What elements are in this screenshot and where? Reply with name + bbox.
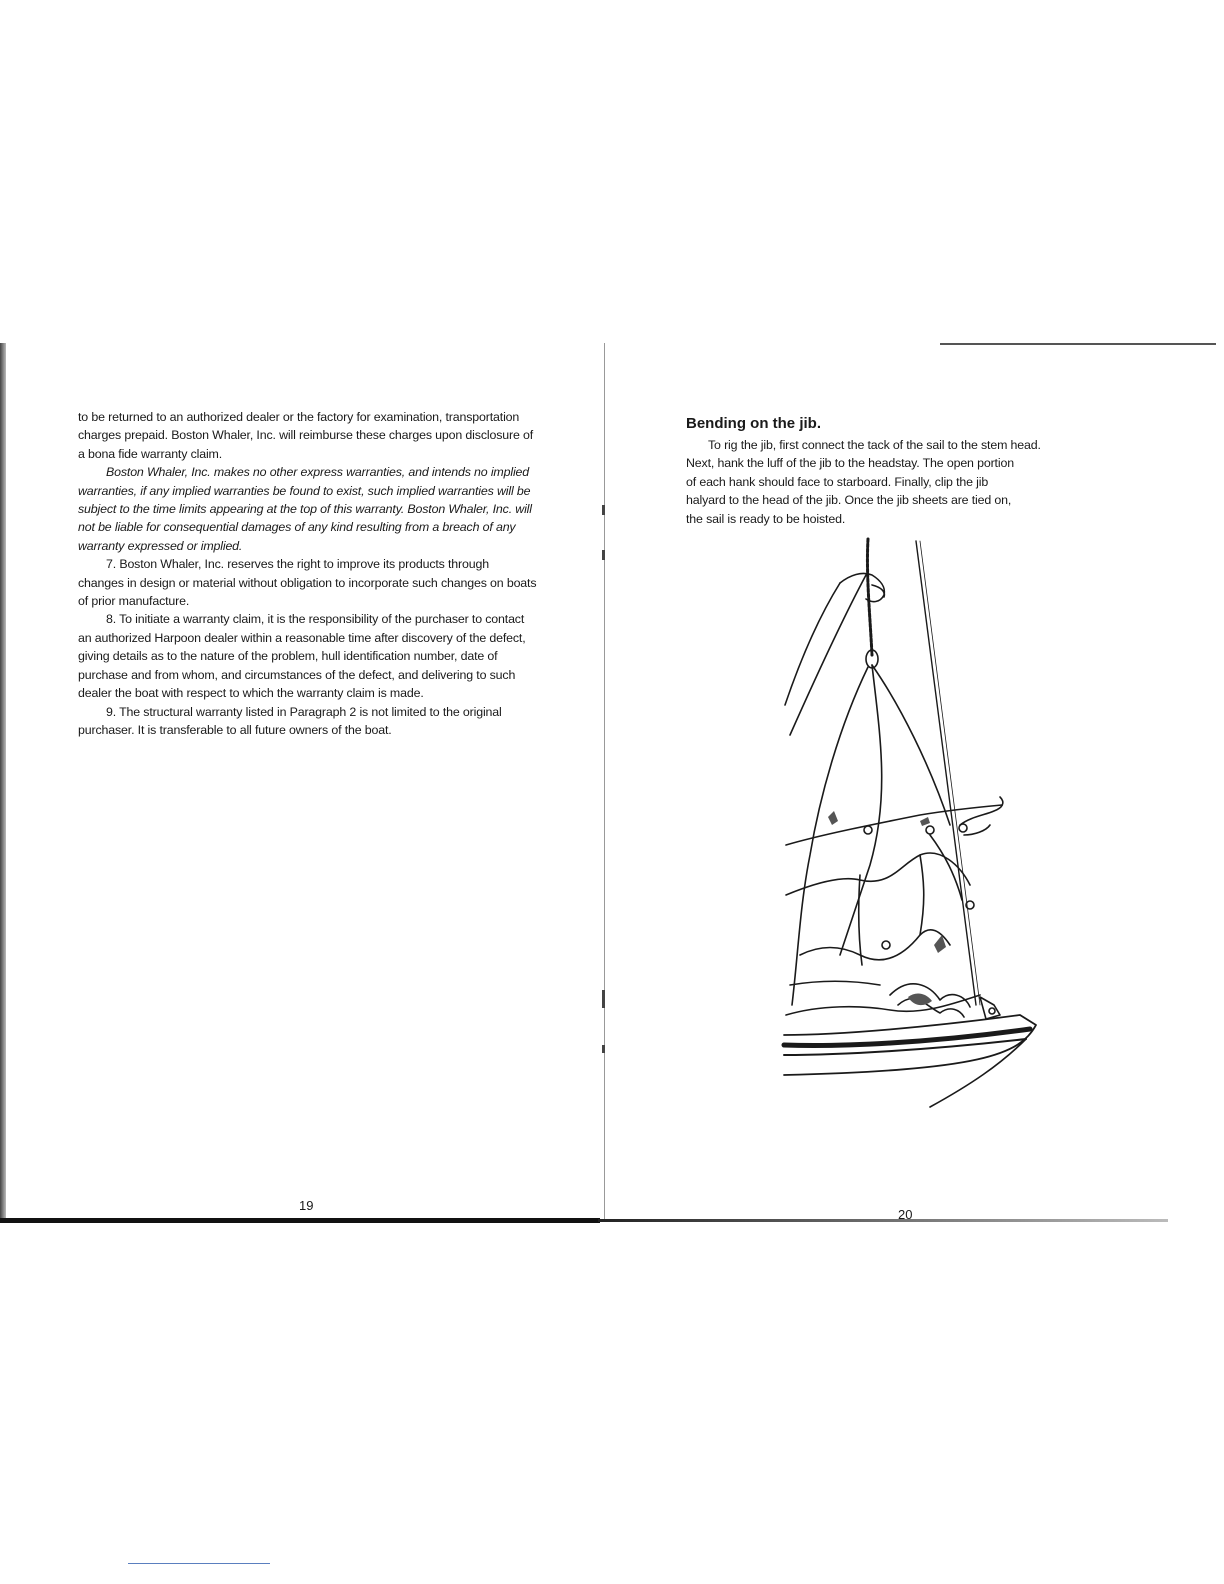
body-line: halyard to the head of the jib. Once the jib sheets are tied on, <box>686 493 1012 508</box>
body-line: the sail is ready to be hoisted. <box>686 511 846 526</box>
page-bottom-edge <box>598 1219 1168 1222</box>
gutter-mark <box>602 990 605 1008</box>
page-number-right: 20 <box>898 1207 913 1222</box>
paragraph-8: 8. To initiate a warranty claim, it is the responsibility of the purchaser to contact an authorized Harpoon dealer within a reasonable time after discovery of the defect, giving details as to the nature of the problem, hull identification number, date of purchase and from whom, and circumstances of the defect, and delivering to such dealer the boat with respect to which the warranty claim is made. <box>78 612 526 701</box>
body-line: To rig the jib, first connect the tack of the sail to the stem head. <box>708 438 1041 452</box>
page-gutter <box>604 343 605 1221</box>
page-edge-shadow <box>0 343 6 1223</box>
page-bottom-edge <box>0 1218 600 1223</box>
section-heading: Bending on the jib. <box>686 415 821 432</box>
jib-rigging-illustration <box>780 535 1060 1120</box>
paragraph-disclaimer: Boston Whaler, Inc. makes no other express warranties, and intends no implied warranties, if any implied warranties be found to exist, such implied warranties will be subject to the time limits appearing at the top of this warranty. Boston Whaler, Inc. will not be liable for consequential damages of any kind resulting from a breach of any warranty expressed or implied. <box>78 465 532 553</box>
paragraph: to be returned to an authorized dealer or the factory for examination, transportation charges prepaid. Boston Whaler, Inc. will reimburse these charges upon disclosure of a bona fide warranty claim. <box>78 410 534 461</box>
body-line: of each hank should face to starboard. Finally, clip the jib <box>686 474 989 489</box>
footnote-rule <box>128 1563 270 1564</box>
paragraph-7: 7. Boston Whaler, Inc. reserves the right to improve its products through changes in design or material without obligation to incorporate such changes on boats of prior manufacture. <box>78 557 537 609</box>
page-number-left: 19 <box>299 1198 314 1213</box>
gutter-mark <box>602 1045 605 1053</box>
left-page-body <box>78 408 538 739</box>
page-top-edge <box>940 343 1216 345</box>
gutter-mark <box>602 550 605 560</box>
paragraph-9: 9. The structural warranty listed in Paragraph 2 is not limited to the original purchaser. It is transferable to all future owners of the boat. <box>78 704 502 737</box>
body-line: Next, hank the luff of the jib to the headstay. The open portion <box>686 456 1014 471</box>
right-page-body <box>686 436 1156 528</box>
gutter-mark <box>602 505 605 515</box>
